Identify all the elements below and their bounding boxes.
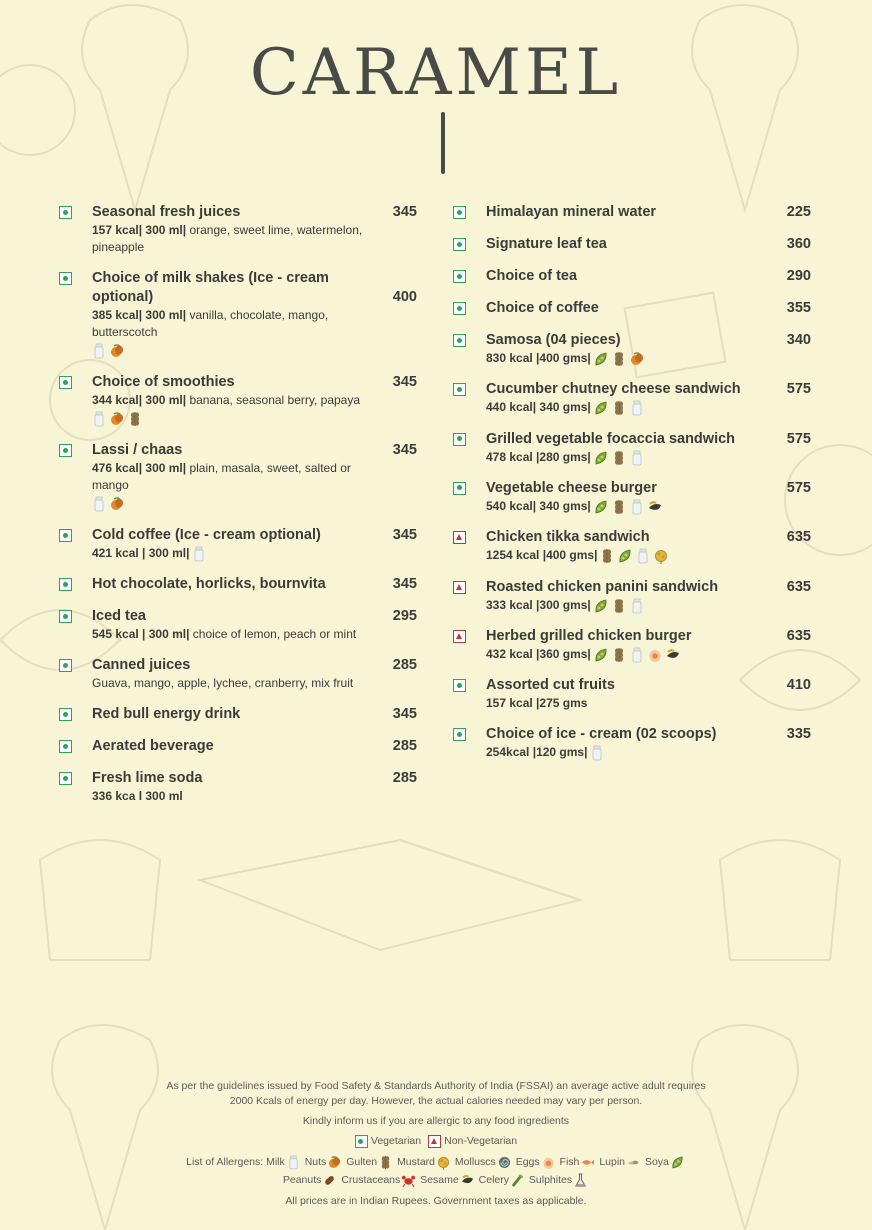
- celery-icon: [511, 1173, 524, 1187]
- menu-item-details: [92, 626, 417, 643]
- menu-item-price: 285: [392, 770, 417, 787]
- veg-symbol-icon: [453, 482, 466, 495]
- menu-item-price: 345: [392, 527, 417, 543]
- gluten-icon: [128, 411, 142, 427]
- menu-item-nutrition: 432 kcal |360 gms|: [486, 646, 591, 661]
- menu-item-nutrition: 157 kcal| 300 ml|: [92, 223, 187, 237]
- menu-item-nutrition: 421 kcal | 300 ml|: [92, 546, 190, 560]
- milk-icon: [92, 411, 106, 427]
- allergen-label: Crustaceans: [341, 1174, 401, 1186]
- menu-item-price: 575: [786, 479, 811, 496]
- menu-item-name: Iced tea: [92, 608, 146, 625]
- menu-item-price: 345: [392, 374, 417, 390]
- veg-symbol-icon: [453, 206, 466, 219]
- menu-item-name: Red bull energy drink: [92, 706, 241, 723]
- menu-item-details: [486, 350, 811, 367]
- menu-item-details: [486, 547, 811, 564]
- nuts-icon: [110, 496, 124, 512]
- nuts-icon: [630, 351, 644, 367]
- menu-item-name: Cucumber chutney cheese sandwich: [486, 381, 741, 398]
- menu-item: [57, 769, 417, 805]
- menu-item-name: Chicken tikka sandwich: [486, 529, 650, 546]
- menu-item-nutrition: 254kcal |120 gms|: [486, 745, 588, 760]
- eggs-icon: [542, 1155, 555, 1169]
- menu-item-name: Fresh lime soda: [92, 770, 203, 787]
- menu-item-details: [92, 460, 417, 513]
- menu-item-price: 345: [392, 204, 417, 220]
- menu-item: [451, 578, 811, 614]
- veg-symbol-icon: [59, 376, 72, 389]
- gluten-icon: [612, 499, 626, 515]
- menu-item-price: 410: [786, 677, 811, 694]
- allergen-icons: [590, 745, 608, 762]
- diet-legend: [0, 1134, 872, 1149]
- milk-icon: [636, 548, 650, 564]
- menu-item-nutrition: 336 kca l 300 ml: [92, 789, 183, 804]
- menu-item-details: [486, 449, 811, 466]
- menu-column-right: [451, 203, 811, 775]
- nuts-icon: [328, 1155, 341, 1169]
- nonveg-symbol-icon: [453, 531, 466, 544]
- milk-icon: [630, 598, 644, 614]
- menu-item-details: [486, 399, 811, 416]
- eggs-icon: [648, 647, 662, 663]
- veg-symbol-icon: [453, 433, 466, 446]
- menu-item-name: Choice of tea: [486, 268, 578, 284]
- fssai-line-2: 2000 Kcals of energy per day. However, the actual calories needed may vary per person.: [229, 1095, 643, 1107]
- crustaceans-icon: [402, 1173, 415, 1187]
- menu-item: [451, 235, 811, 254]
- brand-logo: CARAMEL: [249, 36, 623, 110]
- menu-item-description: plain, masala, sweet, salted or mango: [92, 461, 351, 492]
- menu-item-nutrition: 830 kcal |400 gms|: [486, 351, 591, 365]
- menu-item-details: [92, 545, 417, 562]
- allergen-icons: [192, 545, 210, 562]
- peanuts-icon: [323, 1173, 336, 1187]
- menu-item-nutrition: 545 kcal | 300 ml|: [92, 627, 190, 642]
- menu-item: [451, 430, 811, 466]
- menu-item-name: Hot chocolate, horlicks, bournvita: [92, 576, 326, 593]
- nonveg-symbol-icon: [428, 1135, 441, 1148]
- menu-item-description: banana, seasonal berry, papaya: [186, 393, 361, 407]
- menu-item-name: Grilled vegetable focaccia sandwich: [486, 430, 736, 447]
- menu-item: [451, 627, 811, 663]
- allergen-label: Peanuts: [282, 1174, 322, 1186]
- menu-item-name: Herbed grilled chicken burger: [486, 627, 692, 644]
- veg-symbol-icon: [59, 659, 72, 672]
- fssai-note: [0, 1079, 872, 1109]
- menu-item-details: [486, 597, 811, 614]
- menu-item-description: orange, sweet lime, watermelon, pineapple: [92, 223, 363, 254]
- allergen-label: Soya: [644, 1156, 669, 1168]
- menu-item-details: [486, 695, 811, 712]
- allergen-legend: [171, 1153, 701, 1189]
- veg-symbol-icon: [59, 206, 72, 219]
- menu-item: [57, 705, 417, 724]
- lupin-icon: [627, 1155, 640, 1169]
- allergen-icons: [92, 410, 382, 428]
- menu-item-nutrition: 476 kcal| 300 ml|: [92, 461, 187, 475]
- footer: [0, 1079, 872, 1214]
- allergen-icons: [92, 342, 382, 360]
- milk-icon: [92, 496, 106, 512]
- menu-item: [57, 656, 417, 692]
- nuts-icon: [110, 411, 124, 427]
- menu-item-price: 345: [392, 576, 417, 593]
- allergen-icons: [594, 597, 648, 614]
- soya-icon: [594, 400, 608, 416]
- veg-symbol-icon: [59, 740, 72, 753]
- menu-item-price: 345: [392, 706, 417, 723]
- milk-icon: [92, 343, 106, 359]
- menu-item: [451, 725, 811, 761]
- menu-item-price: 360: [786, 236, 811, 252]
- menu-item-name: Canned juices: [92, 657, 191, 674]
- allergen-label: Sulphites: [528, 1174, 573, 1186]
- menu-item-price: 345: [392, 442, 417, 458]
- menu-item-price: 635: [786, 627, 811, 644]
- veg-symbol-icon: [59, 578, 72, 591]
- sulphites-icon: [574, 1173, 587, 1187]
- gluten-icon: [612, 647, 626, 663]
- allergen-label: Milk: [266, 1156, 285, 1168]
- menu-item-name: Aerated beverage: [92, 738, 214, 755]
- menu-item: [451, 479, 811, 515]
- veg-symbol-icon: [59, 444, 72, 457]
- menu-item-price: 635: [786, 578, 811, 595]
- milk-icon: [192, 546, 206, 562]
- allergen-label: Molluscs: [454, 1156, 496, 1168]
- allergy-note: Kindly inform us if you are allergic to any food ingredients: [302, 1115, 570, 1127]
- allergen-icons: [594, 449, 648, 466]
- gluten-icon: [612, 598, 626, 614]
- veg-symbol-icon: [453, 679, 466, 692]
- menu-item-price: 290: [786, 268, 811, 284]
- veg-symbol-icon: [59, 610, 72, 623]
- fish-icon: [581, 1155, 594, 1169]
- menu-item: [57, 575, 417, 594]
- menu-item-name: Choice of milk shakes (Ice - cream optional): [92, 270, 329, 305]
- menu-item: [57, 441, 417, 513]
- menu-item-details: [92, 675, 417, 692]
- nonveg-symbol-icon: [453, 581, 466, 594]
- sesame-icon: [461, 1173, 474, 1187]
- allergen-label: Lupin: [599, 1156, 626, 1168]
- menu-item: [451, 331, 811, 367]
- menu-item: [451, 203, 811, 222]
- menu-item-name: Seasonal fresh juices: [92, 204, 241, 220]
- menu-item-name: Signature leaf tea: [486, 236, 607, 252]
- menu-item-nutrition: 333 kcal |300 gms|: [486, 597, 591, 612]
- menu-column-left: [57, 203, 417, 818]
- gluten-icon: [379, 1155, 392, 1169]
- allergen-icons: [594, 498, 666, 515]
- veg-symbol-icon: [59, 272, 72, 285]
- menu-item: [57, 737, 417, 756]
- mustard-icon: [437, 1155, 450, 1169]
- veg-symbol-icon: [355, 1135, 368, 1148]
- mustard-icon: [654, 548, 668, 564]
- nonveg-symbol-icon: [453, 630, 466, 643]
- veg-symbol-icon: [453, 383, 466, 396]
- menu-item-nutrition: 385 kcal| 300 ml|: [92, 308, 187, 322]
- soya-icon: [594, 351, 608, 367]
- allergen-icons: [594, 400, 648, 417]
- menu-item-details: [486, 646, 811, 663]
- veg-symbol-icon: [453, 728, 466, 741]
- veg-symbol-icon: [453, 270, 466, 283]
- menu-item-price: 575: [786, 430, 811, 447]
- menu-item-price: 635: [786, 529, 811, 546]
- menu-item-nutrition: 540 kcal| 340 gms|: [486, 498, 591, 513]
- allergen-icons: [600, 548, 672, 565]
- menu-item-nutrition: 478 kcal |280 gms|: [486, 449, 591, 464]
- menu-item: [57, 526, 417, 562]
- menu-item-name: Choice of coffee: [486, 300, 599, 316]
- menu-item: [451, 267, 811, 286]
- menu-item-price: 355: [786, 300, 811, 316]
- allergens-title: List of Allergens:: [186, 1156, 264, 1168]
- gluten-icon: [600, 548, 614, 564]
- menu-item-details: [92, 788, 417, 805]
- allergen-label: Eggs: [515, 1156, 540, 1168]
- milk-icon: [630, 400, 644, 416]
- gluten-icon: [612, 351, 626, 367]
- menu-item: [57, 607, 417, 643]
- menu-item-description: Guava, mango, apple, lychee, cranberry, mix fruit: [92, 676, 354, 691]
- veg-symbol-icon: [59, 772, 72, 785]
- menu-item-price: 295: [392, 608, 417, 625]
- menu-item-name: Himalayan mineral water: [486, 204, 657, 220]
- menu-item-nutrition: 1254 kcal |400 gms|: [486, 548, 598, 563]
- menu-item-nutrition: 344 kcal| 300 ml|: [92, 393, 187, 407]
- prices-note: All prices are in Indian Rupees. Government taxes as applicable.: [285, 1195, 587, 1207]
- menu-item: [57, 269, 417, 360]
- menu-item-description: vanilla, chocolate, mango, butterscotch: [92, 308, 329, 339]
- menu-item-details: [92, 392, 417, 428]
- gluten-icon: [612, 400, 626, 416]
- veg-symbol-icon: [453, 302, 466, 315]
- menu-item-name: Lassi / chaas: [92, 442, 183, 458]
- nuts-icon: [110, 343, 124, 359]
- menu-item-price: 285: [392, 738, 417, 755]
- menu-item-details: [92, 307, 417, 360]
- veg-symbol-icon: [59, 529, 72, 542]
- soya-icon: [618, 548, 632, 564]
- milk-icon: [590, 745, 604, 761]
- menu-item-name: Assorted cut fruits: [486, 677, 615, 694]
- menu-item-name: Vegetable cheese burger: [486, 479, 657, 496]
- allergen-label: Fish: [559, 1156, 580, 1168]
- menu-item-name: Choice of smoothies: [92, 374, 235, 390]
- veg-symbol-icon: [453, 238, 466, 251]
- veg-symbol-icon: [453, 334, 466, 347]
- allergen-label: Nuts: [304, 1156, 327, 1168]
- menu-item-name: Cold coffee (Ice - cream optional): [92, 527, 321, 543]
- allergen-label: Sesame: [420, 1174, 459, 1186]
- logo-drip: [441, 112, 445, 174]
- allergen-label: Mustard: [397, 1156, 435, 1168]
- fssai-line-1: As per the guidelines issued by Food Safety & Standards Authority of India (FSSAI) an average active adult requires: [166, 1080, 706, 1092]
- allergen-icons: [92, 495, 382, 513]
- menu-item-price: 400: [392, 289, 417, 305]
- menu-item-name: Samosa (04 pieces): [486, 332, 621, 348]
- menu-item-price: 575: [786, 381, 811, 398]
- milk-icon: [287, 1155, 300, 1169]
- menu-item-nutrition: 157 kcal |275 gms: [486, 696, 588, 711]
- sesame-icon: [666, 647, 680, 663]
- soya-icon: [594, 598, 608, 614]
- allergen-icons: [594, 350, 648, 367]
- menu-item-description: choice of lemon, peach or mint: [189, 627, 357, 642]
- milk-icon: [630, 499, 644, 515]
- soya-icon: [671, 1155, 684, 1169]
- allergen-label: Gulten: [346, 1156, 378, 1168]
- menu-item-nutrition: 440 kcal| 340 gms|: [486, 400, 591, 415]
- menu-item: [57, 203, 417, 256]
- allergen-label: Celery: [478, 1174, 509, 1186]
- gluten-icon: [612, 450, 626, 466]
- menu-item: [451, 528, 811, 564]
- soya-icon: [594, 499, 608, 515]
- menu-item: [57, 373, 417, 428]
- menu-item: [451, 676, 811, 712]
- menu-item-price: 225: [786, 204, 811, 220]
- menu-item-details: [92, 222, 417, 256]
- soya-icon: [594, 647, 608, 663]
- menu-item: [451, 380, 811, 416]
- menu-item-name: Choice of ice - cream (02 scoops): [486, 726, 717, 743]
- menu-item-details: [486, 744, 811, 761]
- menu-item-price: 340: [786, 332, 811, 348]
- menu-item-price: 335: [786, 726, 811, 743]
- menu-item-name: Roasted chicken panini sandwich: [486, 578, 719, 595]
- veg-symbol-icon: [59, 708, 72, 721]
- soya-icon: [594, 450, 608, 466]
- menu-item: [451, 299, 811, 318]
- menu-item-details: [486, 498, 811, 515]
- molluscs-icon: [498, 1155, 511, 1169]
- sesame-icon: [648, 499, 662, 515]
- milk-icon: [630, 450, 644, 466]
- veg-legend-label: Vegetarian: [370, 1135, 422, 1147]
- milk-icon: [630, 647, 644, 663]
- allergen-icons: [594, 646, 684, 663]
- nonveg-legend-label: Non-Vegetarian: [444, 1135, 518, 1147]
- menu-item-price: 285: [392, 657, 417, 674]
